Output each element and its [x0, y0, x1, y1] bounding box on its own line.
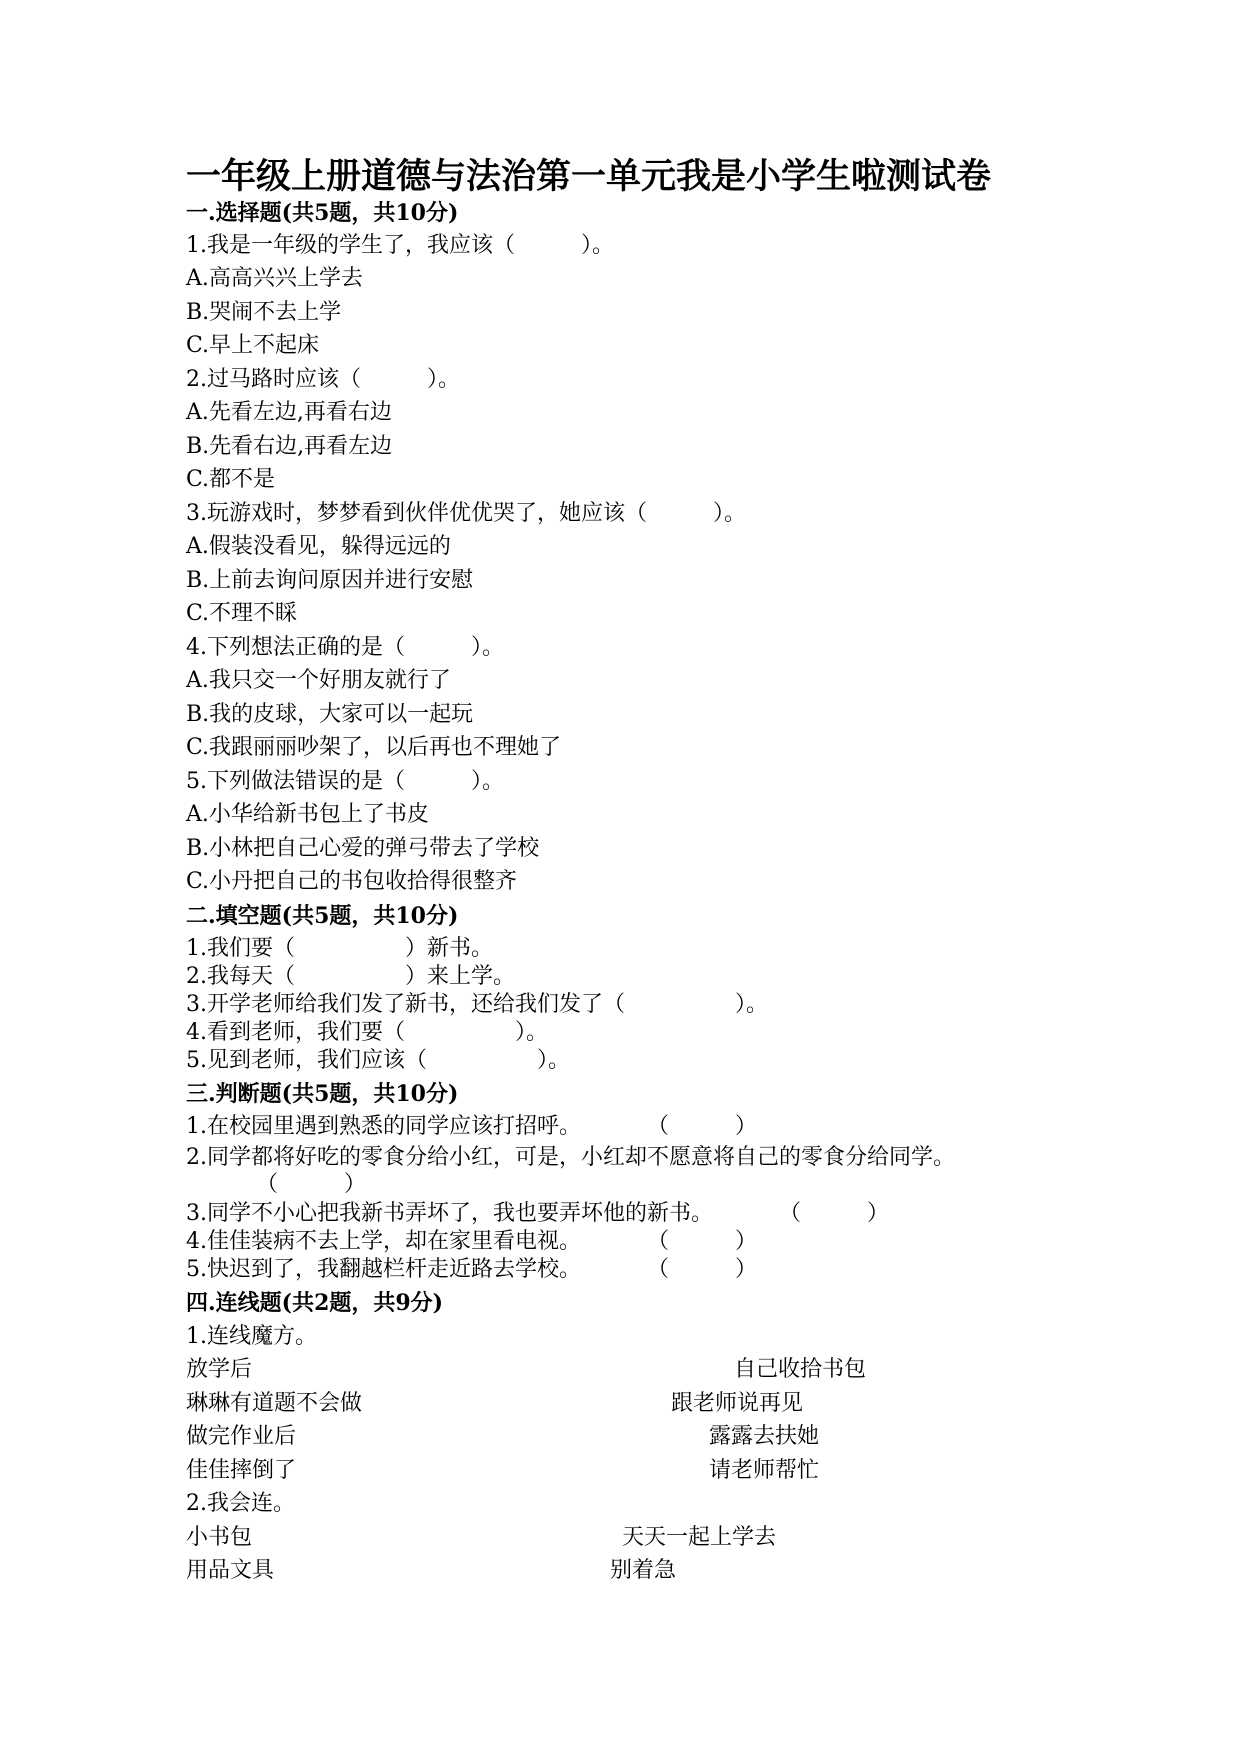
match-left-item: 小书包 [186, 1525, 253, 1550]
answer-blank: （ ） [256, 1172, 367, 1197]
section-heading-fill: 二.填空题(共5题，共10分) [186, 903, 459, 929]
match-left-item: 做完作业后 [186, 1424, 297, 1449]
question: 4.下列想法正确的是（ ）。 [186, 635, 504, 660]
question: 3.开学老师给我们发了新书，还给我们发了（ ）。 [186, 992, 768, 1017]
question: 1.连线魔方。 [186, 1324, 317, 1349]
question: 2.我会连。 [186, 1491, 295, 1516]
option: B.上前去询问原因并进行安慰 [186, 568, 474, 593]
option: B.先看右边,再看左边 [186, 434, 393, 459]
question: 2.同学都将好吃的零食分给小红，可是，小红却不愿意将自己的零食分给同学。 [186, 1145, 955, 1170]
question: 5.快迟到了，我翻越栏杆走近路去学校。 （ ） [186, 1257, 757, 1282]
section-heading-choice: 一.选择题(共5题，共10分) [186, 200, 459, 226]
match-left-item: 佳佳摔倒了 [186, 1458, 297, 1483]
option: A.先看左边,再看右边 [186, 400, 392, 425]
question: 4.看到老师，我们要（ ）。 [186, 1020, 548, 1045]
option: A.假装没看见，躲得远远的 [186, 534, 451, 559]
option: C.我跟丽丽吵架了，以后再也不理她了 [186, 735, 562, 760]
match-right-item: 跟老师说再见 [671, 1391, 804, 1416]
match-right-item: 天天一起上学去 [622, 1525, 777, 1550]
question: 2.过马路时应该（ ）。 [186, 367, 460, 392]
match-right-item: 自己收拾书包 [734, 1357, 867, 1382]
match-right-item: 别着急 [610, 1558, 677, 1583]
option: C.小丹把自己的书包收拾得很整齐 [186, 869, 518, 894]
match-left-item: 放学后 [186, 1357, 253, 1382]
question: 3.玩游戏时，梦梦看到伙伴优优哭了，她应该（ ）。 [186, 501, 746, 526]
option: A.我只交一个好朋友就行了 [186, 668, 451, 693]
question: 5.见到老师，我们应该（ ）。 [186, 1048, 570, 1073]
match-right-item: 请老师帮忙 [709, 1458, 820, 1483]
question: 1.在校园里遇到熟悉的同学应该打招呼。 （ ） [186, 1114, 757, 1139]
question: 5.下列做法错误的是（ ）。 [186, 769, 504, 794]
option: B.小林把自己心爱的弹弓带去了学校 [186, 836, 540, 861]
question: 3.同学不小心把我新书弄坏了，我也要弄坏他的新书。 （ ） [186, 1201, 889, 1226]
option: C.早上不起床 [186, 333, 320, 358]
section-heading-judge: 三.判断题(共5题，共10分) [186, 1081, 459, 1107]
page-title: 一年级上册道德与法治第一单元我是小学生啦测试卷 [186, 156, 992, 197]
option: B.我的皮球，大家可以一起玩 [186, 702, 474, 727]
match-left-item: 琳琳有道题不会做 [186, 1391, 363, 1416]
question: 4.佳佳装病不去上学，却在家里看电视。 （ ） [186, 1229, 757, 1254]
option: C.不理不睬 [186, 601, 298, 626]
question: 1.我们要（ ）新书。 [186, 936, 493, 961]
question: 2.我每天（ ）来上学。 [186, 964, 515, 989]
option: B.哭闹不去上学 [186, 300, 342, 325]
section-heading-match: 四.连线题(共2题，共9分) [186, 1290, 444, 1316]
match-left-item: 用品文具 [186, 1558, 275, 1583]
option: A.小华给新书包上了书皮 [186, 802, 429, 827]
match-right-item: 露露去扶她 [709, 1424, 820, 1449]
question: 1.我是一年级的学生了，我应该（ ）。 [186, 233, 614, 258]
option: C.都不是 [186, 467, 276, 492]
option: A.高高兴兴上学去 [186, 266, 363, 291]
